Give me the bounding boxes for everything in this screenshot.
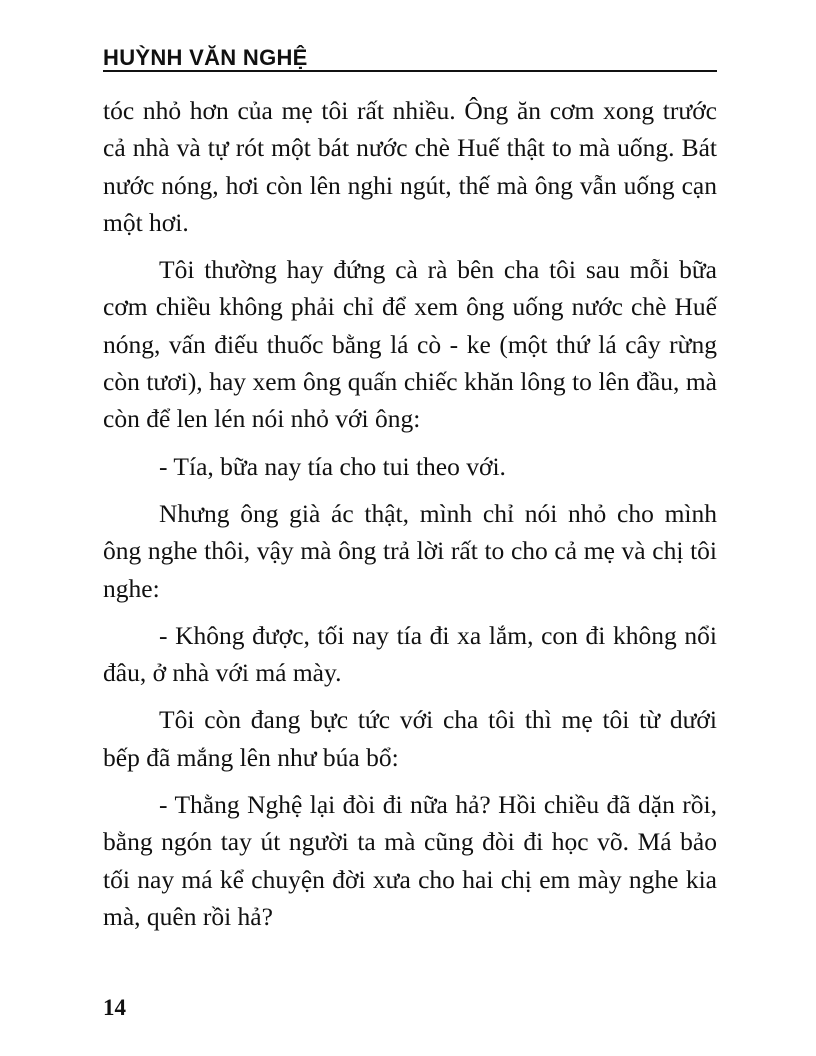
paragraph: Tôi còn đang bực tức với cha tôi thì mẹ tôi từ dưới bếp đã mắng lên như búa bổ: <box>103 705 717 772</box>
paragraph: Tôi thường hay đứng cà rà bên cha tôi sau mỗi bữa cơm chiều không phải chỉ để xem ông uống nước chè Huế nóng, vấn điếu thuốc bằng lá cò - ke (một thứ lá cây rừng còn tươi), hay xem ông quấn chiếc khăn lông to lên đầu, mà còn để len lén nói nhỏ với ông: <box>103 255 717 434</box>
header-rule <box>103 70 717 72</box>
dialogue-line: - Không được, tối nay tía đi xa lắm, con đi không nổi đâu, ở nhà với má mày. <box>103 620 717 688</box>
dialogue-line: - Thằng Nghệ lại đòi đi nữa hả? Hồi chiều đã dặn rồi, bằng ngón tay út người ta mà cũng đòi đi học võ. Má bảo tối nay má kể chuyện đời xưa cho hai chị em mày nghe kia mà, quên rồi hả? <box>103 790 717 931</box>
running-header: HUỲNH VĂN NGHỆ <box>103 45 308 70</box>
body-text <box>103 92 717 935</box>
paragraph: Nhưng ông già ác thật, mình chỉ nói nhỏ cho mình ông nghe thôi, vậy mà ông trả lời rất to cho cả mẹ và chị tôi nghe: <box>103 498 717 603</box>
page-number: 14 <box>103 995 126 1020</box>
paragraph-continuation: tóc nhỏ hơn của mẹ tôi rất nhiều. Ông ăn cơm xong trước cả nhà và tự rót một bát nước chè Huế thật to mà uống. Bát nước nóng, hơi còn lên nghi ngút, thế mà ông vẫn uống cạn một hơi. <box>103 96 717 237</box>
dialogue-line: - Tía, bữa nay tía cho tui theo với. <box>159 451 506 481</box>
